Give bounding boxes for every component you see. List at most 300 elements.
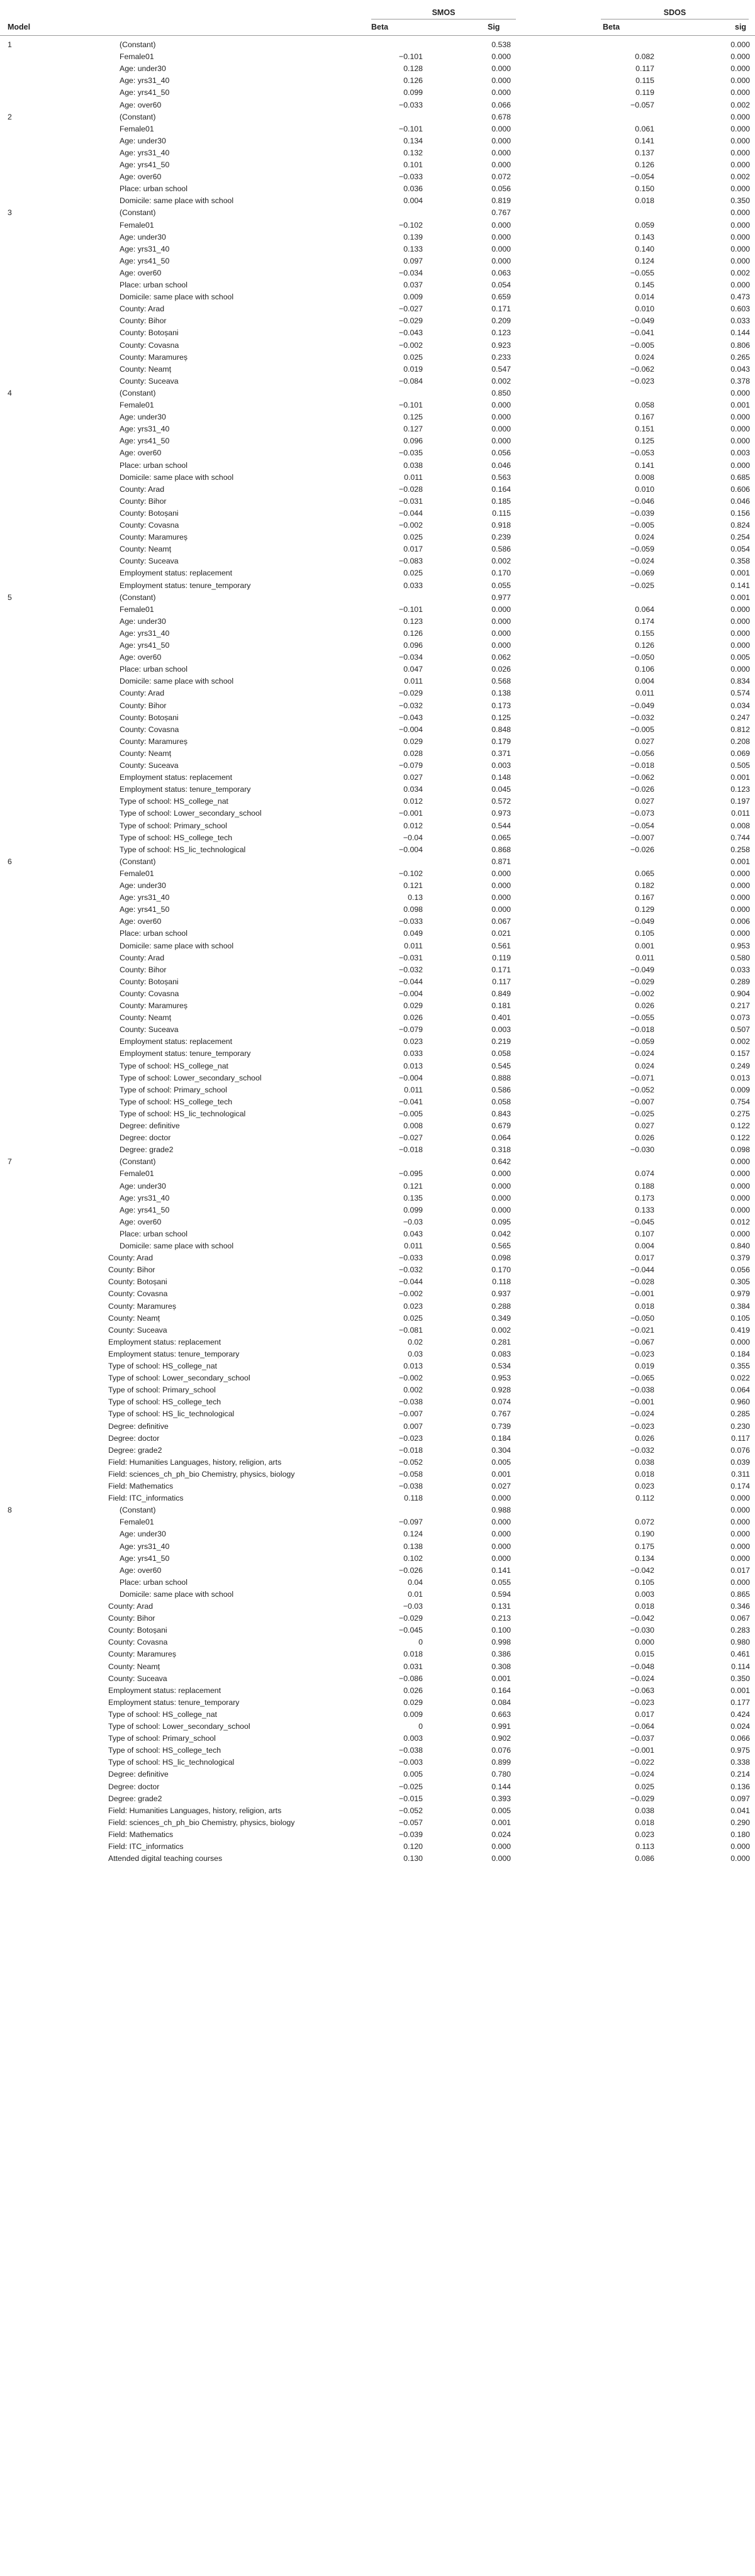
- variable-name: Type of school: HS_college_nat: [120, 1061, 228, 1070]
- sdos-sig-cell: 0.285: [730, 1409, 750, 1419]
- sdos-sig-cell: 0.283: [730, 1626, 750, 1635]
- sdos-beta-cell: 0.018: [635, 1602, 654, 1611]
- smos-beta-cell: 0.123: [403, 616, 423, 626]
- smos-sig-cell: 0.005: [491, 1806, 511, 1815]
- sdos-sig-cell: 0.000: [730, 929, 750, 938]
- smos-sig-cell: 0.083: [491, 1349, 511, 1358]
- sdos-sig-cell: 0.174: [730, 1482, 750, 1491]
- sdos-beta-cell: 0.113: [635, 1842, 654, 1851]
- sdos-beta-cell: 0.137: [635, 148, 654, 157]
- sdos-sig-cell: 0.000: [730, 112, 750, 121]
- smos-beta-cell: −0.018: [399, 1145, 423, 1155]
- variable-name: Age: yrs31_40: [120, 628, 170, 638]
- sdos-beta-cell: −0.050: [630, 1313, 654, 1323]
- smos-beta-cell: −0.097: [399, 1518, 423, 1527]
- table-row: [0, 399, 755, 411]
- variable-name: Female01: [120, 52, 154, 62]
- variable-name: Degree: doctor: [108, 1433, 160, 1443]
- variable-name: Type of school: HS_college_tech: [108, 1397, 221, 1407]
- sdos-beta-cell: 0.106: [635, 665, 654, 674]
- table-row: [0, 1408, 755, 1420]
- smos-sig-cell: 0.117: [492, 977, 511, 986]
- model-label: 5: [8, 592, 12, 602]
- sdos-sig-cell: 0.473: [730, 292, 750, 302]
- column-header-smos-beta: Beta: [371, 23, 389, 31]
- sdos-beta-cell: −0.050: [630, 653, 654, 662]
- sdos-sig-cell: 0.002: [730, 1037, 750, 1046]
- smos-sig-cell: 0.233: [491, 352, 511, 362]
- smos-beta-cell: −0.003: [399, 1758, 423, 1767]
- smos-sig-cell: 0.000: [491, 124, 511, 133]
- sdos-sig-cell: 0.064: [730, 1385, 750, 1395]
- variable-name: Degree: grade2: [108, 1445, 162, 1455]
- variable-name: Place: urban school: [120, 1577, 188, 1587]
- sdos-beta-cell: 0.175: [635, 1541, 654, 1551]
- table-row: [0, 604, 755, 616]
- smos-sig-cell: 0.977: [491, 592, 511, 602]
- table-row: [0, 1648, 755, 1660]
- smos-beta-cell: −0.018: [399, 1445, 423, 1455]
- variable-name: County: Maramureș: [120, 533, 187, 542]
- smos-sig-cell: 0.000: [491, 64, 511, 74]
- sdos-beta-cell: −0.057: [630, 100, 654, 109]
- table-row: [0, 567, 755, 579]
- sdos-sig-cell: 0.098: [730, 1145, 750, 1155]
- sdos-sig-cell: 0.000: [730, 1506, 750, 1515]
- sdos-beta-cell: −0.024: [630, 1049, 654, 1058]
- sdos-sig-cell: 0.904: [730, 989, 750, 998]
- model-label: 4: [8, 388, 12, 397]
- smos-sig-cell: 0.001: [491, 1469, 511, 1479]
- smos-beta-cell: −0.032: [399, 1265, 423, 1275]
- variable-name: Female01: [120, 124, 154, 133]
- smos-beta-cell: −0.034: [399, 653, 423, 662]
- sdos-sig-cell: 0.024: [730, 1722, 750, 1731]
- sdos-sig-cell: 0.001: [730, 569, 750, 578]
- sdos-sig-cell: 0.000: [730, 893, 750, 902]
- table-row: [0, 219, 755, 231]
- sdos-beta-cell: 0.151: [635, 425, 654, 434]
- table-row: [0, 1745, 755, 1757]
- variable-name: Type of school: HS_college_tech: [120, 1097, 233, 1106]
- smos-sig-cell: 0.767: [491, 1409, 511, 1419]
- smos-sig-cell: 0.000: [491, 232, 511, 242]
- table-row: [0, 675, 755, 687]
- smos-beta-cell: −0.004: [399, 724, 423, 734]
- variable-name: County: Maramureș: [120, 1001, 187, 1010]
- variable-name: Age: yrs41_50: [120, 436, 170, 446]
- table-row: [0, 1396, 755, 1408]
- variable-name: (Constant): [120, 1157, 156, 1167]
- smos-sig-cell: 0.066: [491, 100, 511, 109]
- smos-beta-cell: 0.009: [403, 1709, 423, 1719]
- sdos-beta-cell: −0.048: [630, 1662, 654, 1671]
- smos-sig-cell: 0.058: [491, 1097, 511, 1106]
- smos-beta-cell: 0.03: [408, 1349, 423, 1358]
- sdos-sig-cell: 0.034: [730, 701, 750, 710]
- variable-name: (Constant): [120, 592, 156, 602]
- table-row: [0, 543, 755, 555]
- table-row: [0, 652, 755, 663]
- sdos-beta-cell: −0.025: [630, 580, 654, 590]
- smos-sig-cell: 0.000: [491, 1541, 511, 1551]
- sdos-beta-cell: −0.049: [630, 917, 654, 926]
- smos-sig-cell: 0.928: [491, 1385, 511, 1395]
- variable-name: County: Suceava: [120, 761, 179, 770]
- smos-beta-cell: −0.052: [399, 1457, 423, 1467]
- table-row: [0, 988, 755, 1000]
- variable-name: Type of school: Primary_school: [120, 1085, 227, 1094]
- smos-beta-cell: 0.005: [403, 1770, 423, 1779]
- sdos-beta-cell: 0.112: [635, 1494, 654, 1503]
- sdos-sig-cell: 0.217: [730, 1001, 750, 1010]
- variable-name: Age: under30: [120, 232, 166, 242]
- table-row: [0, 808, 755, 819]
- table-row: [0, 1096, 755, 1108]
- smos-beta-cell: 0.029: [403, 1697, 423, 1707]
- sdos-beta-cell: 0.150: [635, 184, 654, 194]
- table-row: [0, 1685, 755, 1697]
- sdos-beta-cell: 0.027: [635, 736, 654, 746]
- table-row: [0, 531, 755, 543]
- variable-name: County: Neamț: [108, 1313, 160, 1323]
- table-row: [0, 1120, 755, 1132]
- variable-name: County: Botoșani: [108, 1277, 167, 1287]
- variable-name: Domicile: same place with school: [120, 292, 234, 302]
- smos-beta-cell: −0.027: [399, 1133, 423, 1143]
- variable-name: Field: Mathematics: [108, 1482, 174, 1491]
- smos-sig-cell: 0.144: [491, 1782, 511, 1791]
- table-row: [0, 1384, 755, 1396]
- variable-name: Age: under30: [120, 136, 166, 145]
- smos-sig-cell: 0.002: [491, 1325, 511, 1335]
- sdos-beta-cell: −0.001: [630, 1397, 654, 1407]
- table-row: [0, 171, 755, 183]
- table-row: [0, 820, 755, 832]
- table-row: [0, 243, 755, 255]
- smos-beta-cell: 0.049: [403, 929, 423, 938]
- sdos-sig-cell: 0.744: [730, 833, 750, 842]
- sdos-beta-cell: 0.173: [635, 1193, 654, 1202]
- smos-sig-cell: 0.953: [491, 1374, 511, 1383]
- table-row: [0, 1348, 755, 1360]
- smos-beta-cell: −0.002: [399, 1289, 423, 1299]
- variable-name: Age: over60: [120, 1565, 162, 1575]
- smos-beta-cell: 0.012: [403, 821, 423, 830]
- sdos-sig-cell: 0.041: [730, 1806, 750, 1815]
- sdos-beta-cell: 0.024: [635, 352, 654, 362]
- sdos-sig-cell: 0.505: [730, 761, 750, 770]
- model-label: 8: [8, 1506, 12, 1515]
- sdos-sig-cell: 0.046: [730, 496, 750, 506]
- smos-beta-cell: −0.004: [399, 1073, 423, 1082]
- smos-beta-cell: 0.034: [403, 785, 423, 794]
- smos-beta-cell: 0.025: [403, 352, 423, 362]
- smos-beta-cell: −0.031: [399, 953, 423, 962]
- variable-name: Degree: definitive: [120, 1121, 180, 1130]
- smos-sig-cell: 0.767: [491, 208, 511, 218]
- smos-beta-cell: 0.118: [404, 1494, 423, 1503]
- variable-name: Degree: doctor: [108, 1782, 160, 1791]
- smos-beta-cell: −0.102: [399, 869, 423, 878]
- sdos-sig-cell: 0.000: [730, 388, 750, 397]
- sdos-sig-cell: 0.001: [730, 592, 750, 602]
- variable-name: Field: sciences_ch_ph_bio Chemistry, physics, biology: [108, 1818, 295, 1827]
- sdos-beta-cell: −0.021: [630, 1325, 654, 1335]
- variable-name: Employment status: replacement: [108, 1685, 221, 1695]
- smos-sig-cell: 0.988: [491, 1506, 511, 1515]
- smos-sig-cell: 0.349: [491, 1313, 511, 1323]
- sdos-beta-cell: 0.023: [635, 1482, 654, 1491]
- group-header-smos: SMOS: [432, 8, 456, 17]
- smos-sig-cell: 0.219: [491, 1037, 511, 1046]
- sdos-sig-cell: 0.000: [730, 184, 750, 194]
- table-row: [0, 352, 755, 364]
- sdos-beta-cell: −0.030: [630, 1626, 654, 1635]
- smos-sig-cell: 0.000: [491, 869, 511, 878]
- variable-name: County: Bihor: [120, 965, 167, 974]
- smos-sig-cell: 0.000: [491, 160, 511, 169]
- sdos-beta-cell: −0.002: [630, 989, 654, 998]
- table-row: [0, 1192, 755, 1204]
- smos-sig-cell: 0.000: [491, 1518, 511, 1527]
- smos-beta-cell: 0.102: [403, 1553, 423, 1563]
- sdos-sig-cell: 0.975: [730, 1746, 750, 1755]
- smos-beta-cell: −0.101: [399, 401, 423, 409]
- smos-beta-cell: 0.096: [403, 641, 423, 650]
- sdos-beta-cell: 0.124: [635, 256, 654, 265]
- table-row: [0, 1036, 755, 1048]
- sdos-beta-cell: 0.082: [635, 52, 654, 62]
- smos-sig-cell: 0.056: [491, 448, 511, 458]
- smos-sig-cell: 0.923: [491, 340, 511, 350]
- sdos-sig-cell: 0.144: [730, 328, 750, 338]
- smos-sig-cell: 0.123: [491, 328, 511, 338]
- smos-beta-cell: 0.133: [403, 244, 423, 253]
- variable-name: Age: over60: [120, 448, 162, 458]
- table-row: [0, 87, 755, 99]
- smos-sig-cell: 0.000: [491, 436, 511, 446]
- sdos-beta-cell: −0.046: [630, 496, 654, 506]
- smos-sig-cell: 0.084: [491, 1697, 511, 1707]
- table-row: [0, 580, 755, 592]
- smos-sig-cell: 0.871: [491, 857, 511, 866]
- smos-beta-cell: 0.043: [403, 1229, 423, 1238]
- table-row: [0, 1204, 755, 1216]
- smos-sig-cell: 0.534: [491, 1362, 511, 1370]
- variable-name: County: Neamț: [120, 545, 172, 554]
- sdos-beta-cell: −0.049: [630, 316, 654, 326]
- table-row: [0, 1108, 755, 1120]
- sdos-beta-cell: −0.007: [630, 833, 654, 842]
- smos-beta-cell: 0.120: [403, 1842, 423, 1851]
- sdos-sig-cell: 0.000: [730, 628, 750, 638]
- table-row: [0, 1000, 755, 1012]
- sdos-sig-cell: 0.097: [730, 1794, 750, 1803]
- smos-sig-cell: 0.000: [491, 604, 511, 614]
- sdos-beta-cell: −0.001: [630, 1746, 654, 1755]
- table-row: [0, 760, 755, 772]
- table-row: [0, 111, 755, 123]
- variable-name: Type of school: HS_lic_technological: [108, 1409, 235, 1419]
- sdos-sig-cell: 0.156: [730, 508, 750, 518]
- sdos-sig-cell: 0.180: [730, 1829, 750, 1839]
- table-row: [0, 1636, 755, 1648]
- smos-beta-cell: −0.101: [399, 52, 423, 62]
- sdos-sig-cell: 0.000: [730, 413, 750, 422]
- smos-beta-cell: 0.139: [403, 232, 423, 242]
- smos-beta-cell: −0.023: [399, 1433, 423, 1443]
- smos-sig-cell: 0.000: [491, 881, 511, 890]
- smos-beta-cell: −0.005: [399, 1109, 423, 1118]
- smos-sig-cell: 0.138: [491, 689, 511, 698]
- sdos-sig-cell: 0.033: [730, 965, 750, 974]
- variable-name: County: Covasna: [120, 521, 179, 530]
- smos-beta-cell: 0.134: [403, 136, 423, 145]
- sdos-sig-cell: 0.000: [730, 881, 750, 890]
- sdos-sig-cell: 0.000: [730, 1842, 750, 1851]
- smos-beta-cell: 0.026: [403, 1013, 423, 1023]
- smos-sig-cell: 0.181: [491, 1001, 511, 1010]
- variable-name: Female01: [120, 1518, 154, 1527]
- table-row: [0, 183, 755, 195]
- smos-sig-cell: 0.170: [491, 569, 511, 578]
- sdos-sig-cell: 0.000: [730, 1530, 750, 1539]
- sdos-sig-cell: 0.754: [730, 1097, 750, 1106]
- variable-name: Age: over60: [120, 1217, 162, 1226]
- variable-name: County: Arad: [120, 689, 165, 698]
- sdos-beta-cell: 0.018: [635, 196, 654, 206]
- sdos-beta-cell: −0.024: [630, 557, 654, 566]
- sdos-beta-cell: −0.055: [630, 1013, 654, 1023]
- variable-name: Female01: [120, 401, 154, 409]
- variable-name: Type of school: HS_college_tech: [120, 833, 233, 842]
- smos-beta-cell: −0.002: [399, 521, 423, 530]
- table-row: [0, 748, 755, 760]
- sdos-beta-cell: −0.063: [630, 1685, 654, 1695]
- variable-name: Age: yrs31_40: [120, 1541, 170, 1551]
- table-row: [0, 1144, 755, 1156]
- sdos-beta-cell: 0.023: [635, 1829, 654, 1839]
- smos-beta-cell: 0.029: [403, 736, 423, 746]
- smos-beta-cell: 0.127: [403, 425, 423, 434]
- variable-name: Employment status: tenure_temporary: [108, 1697, 240, 1707]
- sdos-beta-cell: −0.044: [630, 1265, 654, 1275]
- sdos-beta-cell: 0.018: [635, 1818, 654, 1827]
- variable-name: County: Covasna: [120, 340, 179, 350]
- smos-beta-cell: 0.026: [403, 1685, 423, 1695]
- sdos-beta-cell: −0.073: [630, 809, 654, 818]
- sdos-sig-cell: 0.022: [730, 1374, 750, 1383]
- table-row: [0, 508, 755, 519]
- table-row: [0, 784, 755, 796]
- smos-beta-cell: −0.057: [399, 1818, 423, 1827]
- smos-beta-cell: −0.007: [399, 1409, 423, 1419]
- smos-beta-cell: −0.004: [399, 989, 423, 998]
- sdos-beta-cell: −0.049: [630, 701, 654, 710]
- smos-beta-cell: −0.044: [399, 977, 423, 986]
- table-row: [0, 1624, 755, 1636]
- smos-sig-cell: 0.642: [491, 1157, 511, 1167]
- variable-name: Attended digital teaching courses: [108, 1854, 223, 1863]
- variable-name: Age: under30: [120, 1530, 166, 1539]
- table-row: [0, 880, 755, 892]
- smos-beta-cell: −0.028: [399, 484, 423, 494]
- sdos-beta-cell: −0.054: [630, 172, 654, 182]
- smos-sig-cell: 0.843: [491, 1109, 511, 1118]
- table-row: [0, 1301, 755, 1313]
- smos-sig-cell: 0.001: [491, 1818, 511, 1827]
- variable-name: Age: over60: [120, 917, 162, 926]
- smos-beta-cell: −0.044: [399, 1277, 423, 1287]
- smos-beta-cell: 0.008: [403, 1121, 423, 1130]
- smos-sig-cell: 0.868: [491, 845, 511, 854]
- smos-beta-cell: 0.011: [404, 1085, 423, 1094]
- table-row: [0, 1853, 755, 1865]
- smos-sig-cell: 0.565: [491, 1241, 511, 1250]
- smos-beta-cell: 0.099: [403, 1205, 423, 1214]
- sdos-sig-cell: 0.419: [730, 1325, 750, 1335]
- table-row: [0, 1565, 755, 1577]
- smos-beta-cell: 0.017: [403, 545, 423, 554]
- sdos-sig-cell: 0.001: [730, 401, 750, 409]
- table-row: [0, 1084, 755, 1096]
- smos-beta-cell: −0.043: [399, 713, 423, 722]
- sdos-beta-cell: −0.029: [630, 977, 654, 986]
- sdos-beta-cell: −0.042: [630, 1614, 654, 1623]
- smos-beta-cell: 0.003: [403, 1734, 423, 1743]
- smos-sig-cell: 0.000: [491, 1530, 511, 1539]
- table-row: [0, 1216, 755, 1228]
- smos-sig-cell: 0.171: [491, 965, 511, 974]
- sdos-sig-cell: 0.258: [730, 845, 750, 854]
- smos-beta-cell: 0: [418, 1722, 423, 1731]
- smos-sig-cell: 0.819: [491, 196, 511, 206]
- variable-name: County: Botoșani: [120, 328, 179, 338]
- variable-name: County: Arad: [108, 1253, 154, 1263]
- sdos-sig-cell: 0.002: [730, 172, 750, 182]
- smos-beta-cell: 0.023: [403, 1301, 423, 1311]
- variable-name: County: Covasna: [108, 1638, 168, 1647]
- sdos-sig-cell: 0.000: [730, 641, 750, 650]
- smos-beta-cell: 0.028: [403, 748, 423, 758]
- smos-sig-cell: 0.042: [491, 1229, 511, 1238]
- variable-name: Age: yrs31_40: [120, 244, 170, 253]
- sdos-sig-cell: 0.000: [730, 1205, 750, 1214]
- sdos-sig-cell: 0.122: [730, 1133, 750, 1143]
- sdos-beta-cell: 0.107: [635, 1229, 654, 1238]
- sdos-beta-cell: −0.024: [630, 1674, 654, 1683]
- sdos-sig-cell: 0.249: [730, 1061, 750, 1070]
- table-row: [0, 1504, 755, 1516]
- sdos-beta-cell: 0.061: [635, 124, 654, 133]
- smos-sig-cell: 0.401: [491, 1013, 511, 1023]
- sdos-sig-cell: 0.358: [730, 557, 750, 566]
- sdos-sig-cell: 0.840: [730, 1241, 750, 1250]
- variable-name: Age: yrs41_50: [120, 256, 170, 265]
- sdos-sig-cell: 0.039: [730, 1457, 750, 1467]
- smos-sig-cell: 0.239: [491, 533, 511, 542]
- table-row: [0, 640, 755, 652]
- smos-beta-cell: 0.126: [403, 628, 423, 638]
- smos-sig-cell: 0.074: [491, 1397, 511, 1407]
- variable-name: Type of school: HS_lic_technological: [120, 1109, 246, 1118]
- variable-name: (Constant): [120, 208, 156, 218]
- sdos-beta-cell: 0.027: [635, 1121, 654, 1130]
- smos-sig-cell: 0.005: [491, 1457, 511, 1467]
- table-row: [0, 712, 755, 724]
- smos-beta-cell: −0.043: [399, 328, 423, 338]
